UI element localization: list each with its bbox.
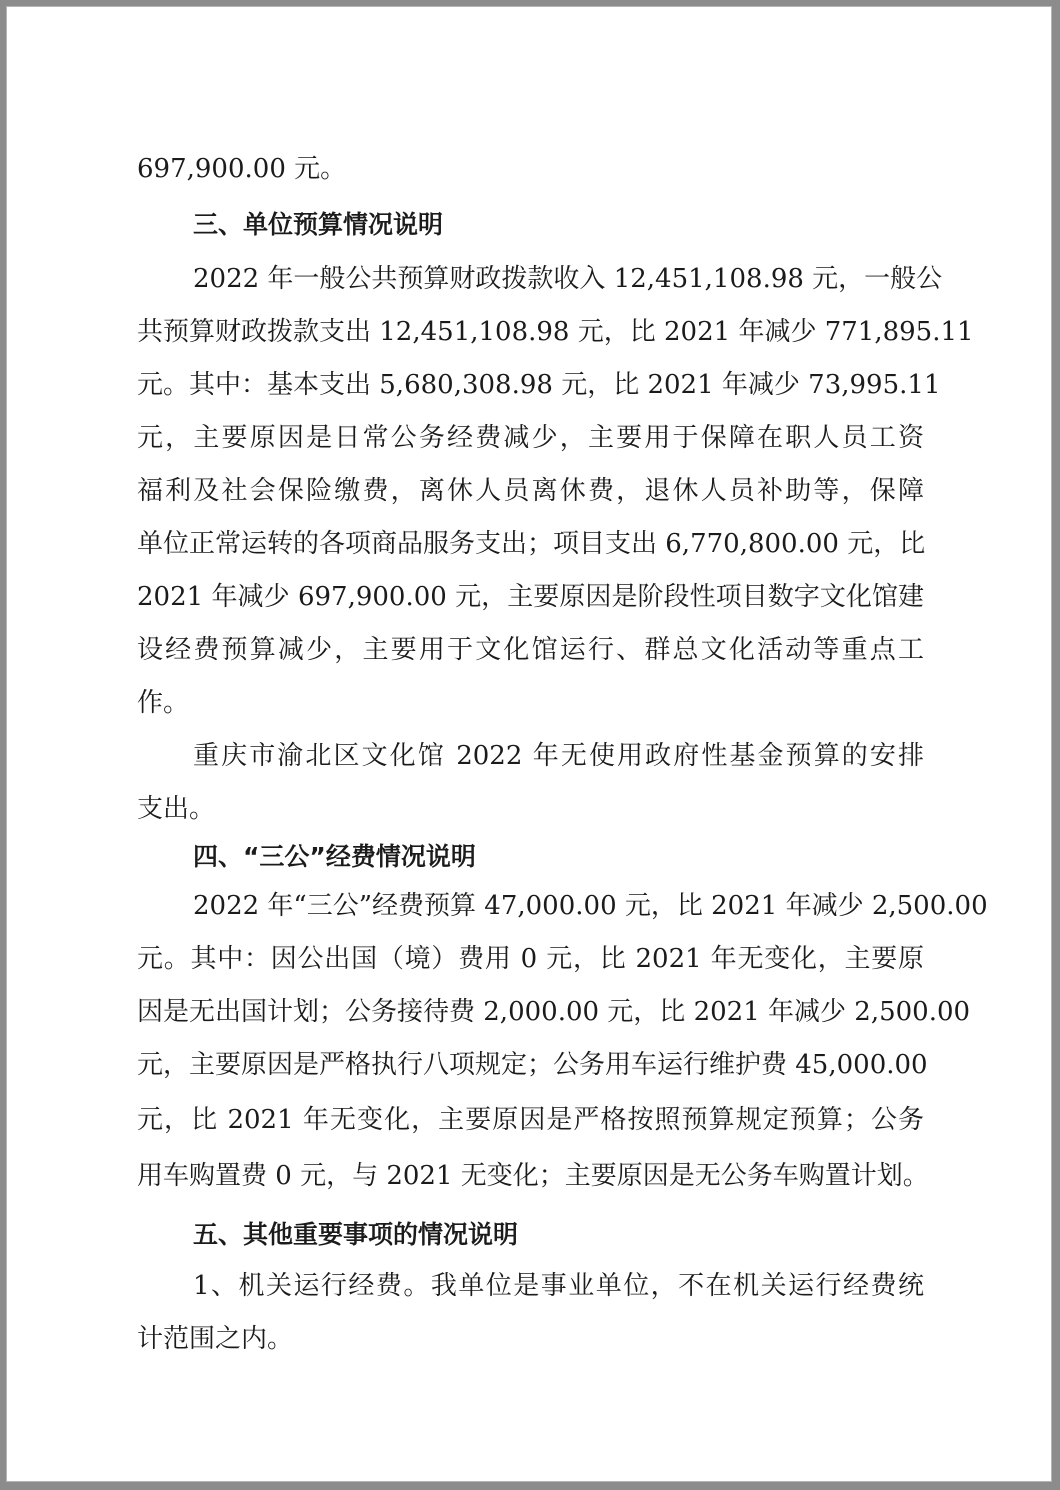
section-heading-4: 四、“三公”经费情况说明	[193, 842, 476, 871]
paragraph-line: 用车购置费 0 元，与 2021 无变化；主要原因是无公务车购置计划。	[137, 1161, 929, 1191]
paragraph-line: 2022 年“三公”经费预算 47,000.00 元，比 2021 年减少 2,500.00	[193, 891, 988, 921]
paragraph-line: 计范围之内。	[137, 1324, 294, 1354]
paragraph-line: 单位正常运转的各项商品服务支出；项目支出 6,770,800.00 元，比	[137, 529, 926, 559]
paragraph-line: 697,900.00 元。	[137, 154, 347, 184]
document-page	[6, 6, 1052, 1482]
paragraph-line: 2021 年减少 697,900.00 元，主要原因是阶段性项目数字文化馆建	[137, 582, 924, 612]
section-heading-5: 五、其他重要事项的情况说明	[193, 1220, 519, 1249]
paragraph-line: 元。其中：基本支出 5,680,308.98 元，比 2021 年减少 73,995.11	[137, 370, 941, 400]
paragraph-line: 共预算财政拨款支出 12,451,108.98 元，比 2021 年减少 771,895.11	[137, 317, 974, 347]
paragraph-line: 作。	[137, 688, 190, 718]
paragraph-line: 元，比 2021 年无变化，主要原因是严格按照预算规定预算；公务	[137, 1105, 924, 1135]
paragraph-line: 元。其中：因公出国（境）费用 0 元，比 2021 年无变化，主要原	[137, 944, 924, 974]
paragraph-line: 福利及社会保险缴费，离休人员离休费，退休人员补助等，保障	[137, 476, 924, 506]
paragraph-line: 重庆市渝北区文化馆 2022 年无使用政府性基金预算的安排	[193, 741, 924, 771]
paragraph-line: 元，主要原因是严格执行八项规定；公务用车运行维护费 45,000.00	[137, 1050, 928, 1080]
paragraph-line: 1、机关运行经费。我单位是事业单位，不在机关运行经费统	[193, 1271, 924, 1301]
paragraph-line: 因是无出国计划；公务接待费 2,000.00 元，比 2021 年减少 2,500.00	[137, 997, 971, 1027]
paragraph-line: 2022 年一般公共预算财政拨款收入 12,451,108.98 元，一般公	[193, 264, 943, 294]
paragraph-line: 设经费预算减少，主要用于文化馆运行、群总文化活动等重点工	[137, 635, 924, 665]
section-heading-3: 三、单位预算情况说明	[193, 210, 444, 239]
paragraph-line: 元，主要原因是日常公务经费减少，主要用于保障在职人员工资	[137, 423, 924, 453]
paragraph-line: 支出。	[137, 794, 216, 824]
